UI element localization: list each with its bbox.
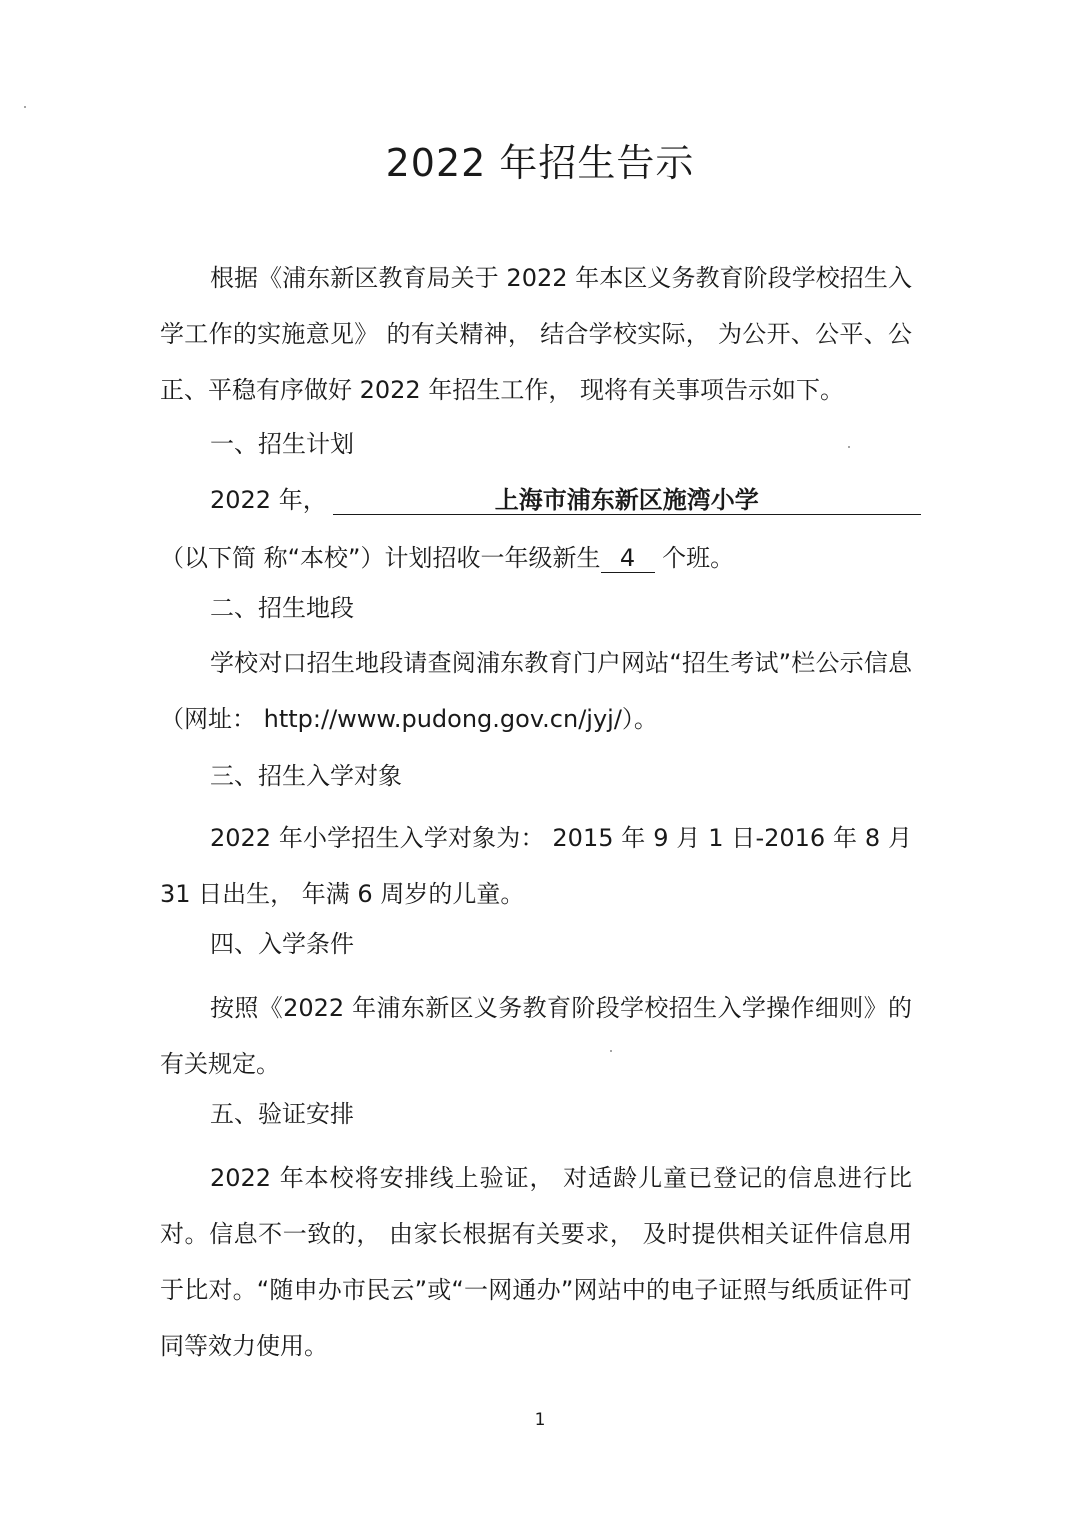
school-name-field: 上海市浦东新区施湾小学: [333, 486, 921, 515]
page-number: 1: [534, 1410, 546, 1430]
plan-year-prefix: 2022 年，: [210, 486, 327, 514]
plan-line-suffix: 个班。: [662, 544, 735, 572]
section-heading-verification: 五、验证安排: [210, 1100, 354, 1128]
conditions-paragraph: 按照《2022 年浦东新区义务教育阶段学校招生入学操作细则》的有关规定。: [160, 994, 912, 1078]
section-heading-eligibility: 三、招生入学对象: [210, 762, 402, 790]
section-heading-district: 二、招生地段: [210, 594, 354, 622]
document-title: 2022 年招生告示: [385, 141, 695, 185]
scan-speck: [24, 106, 26, 108]
intro-paragraph: 根据《浦东新区教育局关于 2022 年本区义务教育阶段学校招生入学工作的实施意见》 的有关精神， 结合学校实际， 为公开、公平、公正、平稳有序做好 2022 年招生工作， 现将有关事项告示如下。: [160, 264, 912, 404]
plan-line-prefix: （以下简 称“本校”）计划招收一年级新生: [160, 544, 601, 572]
section-heading-plan: 一、招生计划: [210, 430, 354, 458]
plan-school-line: [210, 484, 921, 516]
plan-class-line: [160, 542, 734, 574]
scan-speck: [848, 446, 850, 448]
district-paragraph: 学校对口招生地段请查阅浦东教育门户网站“招生考试”栏公示信息（网址： http://www.pudong.gov.cn/jyj/）。: [160, 649, 912, 733]
class-count-field: 4: [601, 544, 655, 573]
section-heading-conditions: 四、入学条件: [210, 930, 354, 958]
verification-paragraph: 2022 年本校将安排线上验证， 对适龄儿童已登记的信息进行比对。信息不一致的， 由家长根据有关要求， 及时提供相关证件信息用于比对。“随申办市民云”或“一网通办”网站中的电子证照与纸质证件可同等效力使用。: [160, 1164, 912, 1360]
eligibility-paragraph: 2022 年小学招生入学对象为： 2015 年 9 月 1 日-2016 年 8 月 31 日出生， 年满 6 周岁的儿童。: [160, 824, 912, 908]
